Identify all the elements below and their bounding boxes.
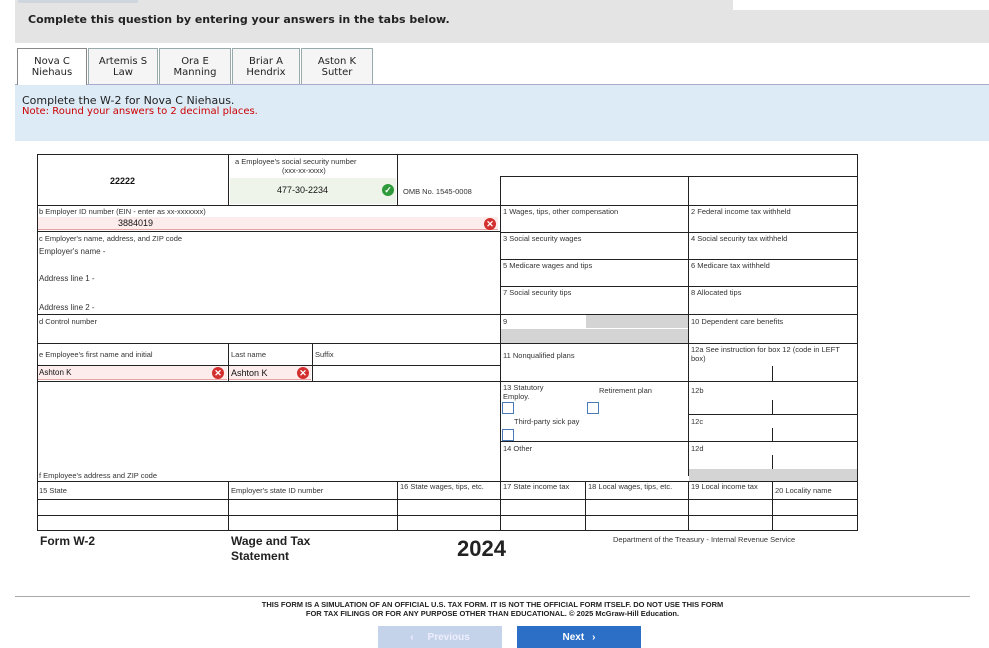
box10-label: 10 Dependent care benefits <box>691 317 784 326</box>
employer-name-label[interactable]: Employer's name - <box>39 247 106 256</box>
state-id-label: Employer's state ID number <box>231 486 324 495</box>
rule <box>37 231 501 232</box>
rule <box>228 481 229 531</box>
suffix-label: Suffix <box>315 350 334 359</box>
tab-nova-c-niehaus[interactable] <box>17 48 87 85</box>
box8-label: 8 Allocated tips <box>691 288 742 297</box>
box9-shade <box>586 315 688 328</box>
box20-label: 20 Locality name <box>775 486 832 495</box>
error-icon: ✕ <box>484 218 496 230</box>
rule <box>688 414 858 415</box>
rule <box>500 286 858 287</box>
top-strip <box>733 0 989 10</box>
form-title <box>231 534 310 564</box>
rule <box>397 154 398 205</box>
rule <box>772 428 773 441</box>
rule <box>312 343 313 381</box>
rule <box>228 154 229 205</box>
third-party-sick-pay-checkbox[interactable] <box>502 429 514 441</box>
error-icon: ✕ <box>212 367 224 379</box>
next-label: Next <box>562 631 585 643</box>
address-line-2-label[interactable]: Address line 2 - <box>39 303 95 312</box>
address-line-1-label[interactable]: Address line 1 - <box>39 274 95 283</box>
next-button[interactable] <box>517 626 641 648</box>
rule <box>688 481 689 531</box>
disclaimer <box>15 596 970 618</box>
box12b-label: 12b <box>691 386 704 395</box>
rule <box>500 176 858 177</box>
rule <box>37 515 858 516</box>
void-code: 22222 <box>110 176 136 186</box>
box11-label: 11 Nonqualified plans <box>503 351 575 360</box>
rule <box>772 366 773 381</box>
tab-ora-e-manning[interactable] <box>159 48 231 84</box>
rule <box>688 441 858 442</box>
rule <box>37 499 858 500</box>
instruction-text: Complete this question by entering your answers in the tabs below. <box>28 13 450 26</box>
ssn-format: (xxx-xx-xxxx) <box>282 166 326 175</box>
check-icon: ✓ <box>382 184 394 196</box>
previous-label: Previous <box>427 631 470 643</box>
rule <box>37 154 858 155</box>
ssn-label: a Employee's social security number <box>235 157 357 166</box>
box4-label: 4 Social security tax withheld <box>691 234 788 243</box>
note-rounding: Note: Round your answers to 2 decimal places. <box>22 106 258 117</box>
ein-field[interactable] <box>38 217 498 230</box>
tab-label-line2: Niehaus <box>31 67 73 78</box>
rule <box>37 205 858 206</box>
first-name-label: e Employee's first name and initial <box>39 350 153 359</box>
last-name-value: Ashton K <box>231 368 268 378</box>
box13-statutory-label: 13 Statutory Employ. <box>503 383 544 401</box>
box14-label: 14 Other <box>503 444 533 453</box>
rule <box>772 455 773 469</box>
box19-label: 19 Local income tax <box>691 482 758 491</box>
tab-artemis-s-law[interactable] <box>88 48 158 84</box>
ein-label: b Employer ID number (EIN - enter as xx-xxxxxxx) <box>39 207 206 216</box>
box16-label: 16 State wages, tips, etc. <box>400 482 484 491</box>
omb-number: OMB No. 1545-0008 <box>403 187 472 196</box>
box13-retirement-label: Retirement plan <box>599 386 652 395</box>
box9-label: 9 <box>503 317 508 326</box>
previous-button[interactable] <box>378 626 502 648</box>
first-name-value: Ashton K <box>39 368 72 377</box>
last-name-label: Last name <box>231 350 267 359</box>
box12-shade <box>689 469 857 481</box>
suffix-field[interactable] <box>314 366 499 380</box>
rule <box>772 481 773 531</box>
chevron-left-icon: ‹ <box>410 631 414 643</box>
rule <box>688 176 689 476</box>
ssn-field[interactable] <box>230 178 396 204</box>
box18-label: 18 Local wages, tips, etc. <box>588 482 673 491</box>
tab-label: Aston K Sutter <box>317 55 357 78</box>
rule <box>37 381 858 382</box>
box12a-label: 12a See instruction for box 12 (code in LEFT box) <box>691 345 840 363</box>
ein-value: 3884019 <box>118 218 154 228</box>
form-name: Form W-2 <box>40 534 96 548</box>
statutory-checkbox[interactable] <box>502 402 514 414</box>
tab-label-line2: Hendrix <box>246 66 286 78</box>
rule <box>500 176 501 531</box>
box17-label: 17 State income tax <box>503 482 570 491</box>
box2-label: 2 Federal income tax withheld <box>691 207 791 216</box>
tab-label: Artemis S Law <box>98 55 148 78</box>
rule <box>397 481 398 531</box>
note-title: Complete the W-2 for Nova C Niehaus. <box>22 94 235 107</box>
form-title-line2: Statement <box>231 549 290 563</box>
rule <box>585 481 586 531</box>
rule <box>772 400 773 414</box>
box12c-label: 12c <box>691 417 704 426</box>
retirement-plan-checkbox[interactable] <box>587 402 599 414</box>
box5-label: 5 Medicare wages and tips <box>503 261 593 270</box>
box3-label: 3 Social security wages <box>503 234 582 243</box>
box12d-label: 12d <box>691 444 704 453</box>
department-text: Department of the Treasury - Internal Revenue Service <box>613 535 796 544</box>
tab-stub <box>18 0 138 3</box>
rule <box>37 314 501 315</box>
tab-label: Ora E Manning <box>173 55 217 78</box>
box13-sick-label: Third-party sick pay <box>514 417 580 426</box>
box1-label: 1 Wages, tips, other compensation <box>503 207 619 216</box>
tab-label-line1: Briar A <box>248 55 283 67</box>
disclaimer-line1: THIS FORM IS A SIMULATION OF AN OFFICIAL U.S. TAX FORM. IT IS NOT THE OFFICIAL FORM ITSELF. DO NOT USE THIS FORM <box>261 600 724 609</box>
rule <box>500 232 858 233</box>
tab-aston-k-sutter[interactable] <box>301 48 373 84</box>
rule <box>500 441 688 442</box>
tab-briar-a-hendrix[interactable] <box>232 48 300 84</box>
tab-label-line1: Nova C <box>34 56 70 67</box>
employer-label: c Employer's name, address, and ZIP code <box>39 234 183 243</box>
employee-address-label: f Employee's address and ZIP code <box>39 471 158 480</box>
box9-shade-2 <box>501 329 688 343</box>
ssn-value: 477-30-2234 <box>277 185 329 195</box>
error-icon: ✕ <box>297 367 309 379</box>
box15-label: 15 State <box>39 486 67 495</box>
chevron-right-icon: › <box>592 631 596 643</box>
rule <box>500 259 858 260</box>
rule <box>37 343 858 344</box>
rule <box>37 530 858 531</box>
tax-year: 2024 <box>457 536 506 561</box>
disclaimer-line2: FOR TAX FILINGS OR FOR ANY PURPOSE OTHER THAN EDUCATIONAL. © 2025 McGraw-Hill Education. <box>305 609 680 618</box>
box6-label: 6 Medicare tax withheld <box>691 261 770 270</box>
first-name-field[interactable] <box>38 366 227 380</box>
box7-label: 7 Social security tips <box>503 288 572 297</box>
note-box <box>15 84 989 141</box>
control-number-label: d Control number <box>39 317 97 326</box>
form-title-line1: Wage and Tax <box>231 534 311 548</box>
